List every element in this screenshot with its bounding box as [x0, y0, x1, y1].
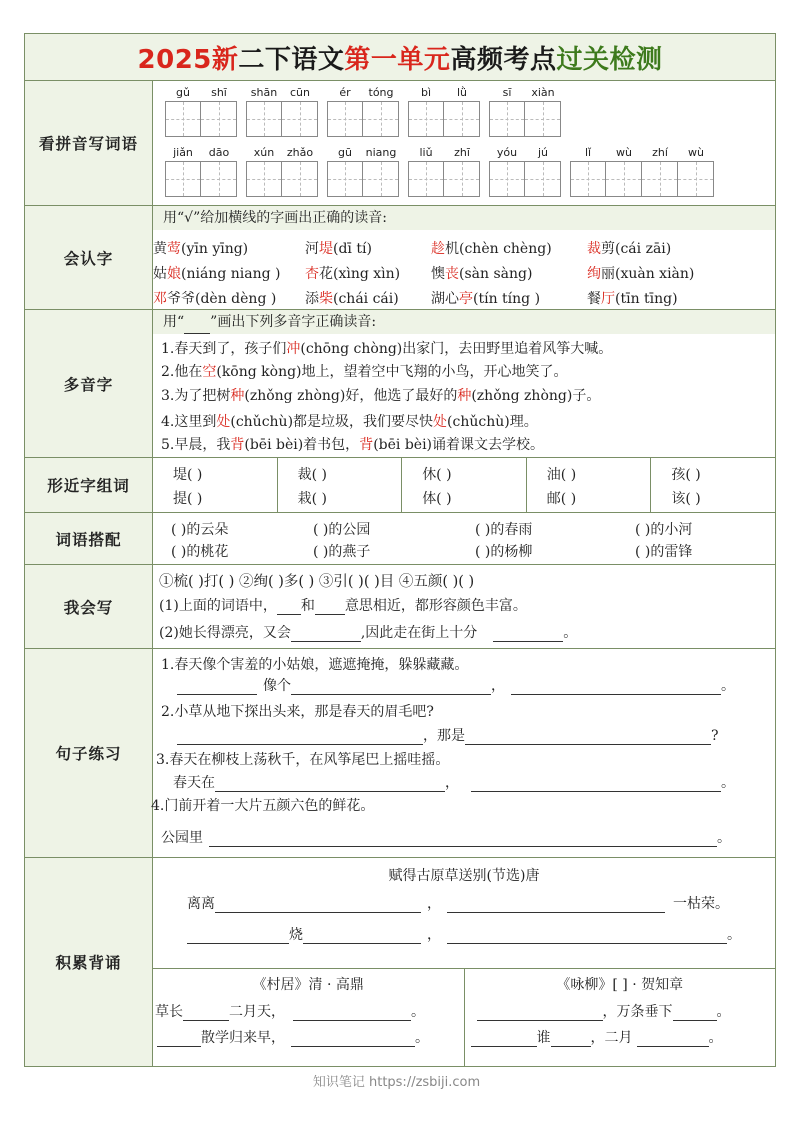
pinyin-row	[165, 145, 723, 197]
sentence-1: 1.春天像个害羞的小姑娘，遮遮掩掩，躲躲藏藏。	[161, 657, 469, 673]
similar-cell	[402, 458, 527, 512]
tianzige-box[interactable]	[525, 161, 561, 197]
section-recite	[25, 858, 775, 1066]
tianzige-box[interactable]	[165, 161, 201, 197]
pinyin-syllable: gū	[338, 146, 352, 159]
tianzige-box[interactable]	[570, 161, 606, 197]
blank[interactable]	[183, 1007, 229, 1021]
tianzige-boxes	[327, 161, 399, 197]
sentence-2: 2.小草从地下探出头来，那是春天的眉毛吧?	[161, 704, 434, 720]
similar-item[interactable]: 该( )	[671, 491, 701, 507]
section-pinyin	[25, 81, 775, 206]
write-line-2: (1)上面的词语中， 和 意思相近，都形容颜色丰富。	[159, 598, 527, 614]
tianzige-box[interactable]	[489, 101, 525, 137]
tianzige-boxes	[570, 161, 714, 197]
tianzige-box[interactable]	[246, 161, 282, 197]
recite-content	[153, 858, 775, 1066]
pinyin-word	[570, 145, 714, 197]
footer-watermark: 知识笔记 https://zsbiji.com	[312, 1075, 481, 1090]
polyphone-sentence-5: 5.早晨，我背(bēi bèi)着书包，背(bēi bèi)诵着课文去学校。	[161, 437, 545, 453]
pinyin-word	[327, 85, 399, 137]
similar-item[interactable]: 油( )	[546, 467, 577, 483]
match-content	[153, 513, 775, 564]
blank[interactable]	[465, 731, 711, 745]
match-item[interactable]: ( )的杨柳	[475, 544, 533, 560]
tianzige-box[interactable]	[282, 161, 318, 197]
pinyin-syllable: gǔ	[176, 86, 190, 99]
pinyin-word	[408, 145, 480, 197]
match-item[interactable]: ( )的雷锋	[635, 544, 693, 560]
section-label: 看拼音写词语	[25, 81, 153, 205]
section-label: 积累背诵	[25, 858, 153, 1066]
pinyin-labels	[246, 145, 318, 161]
section-label: 形近字组词	[25, 458, 153, 512]
tianzige-box[interactable]	[363, 101, 399, 137]
pinyin-word	[327, 145, 399, 197]
tianzige-boxes	[165, 101, 237, 137]
blank[interactable]	[303, 930, 421, 944]
tianzige-boxes	[408, 161, 480, 197]
tianzige-box[interactable]	[201, 101, 237, 137]
pinyin-syllable: shī	[211, 86, 227, 99]
blank[interactable]	[637, 1033, 709, 1047]
tianzige-box[interactable]	[246, 101, 282, 137]
tianzige-box[interactable]	[201, 161, 237, 197]
pinyin-syllable: jú	[537, 146, 549, 159]
similar-item[interactable]: 孩( )	[671, 467, 701, 483]
recognize-item: 湖心亭(tín tíng )	[431, 291, 541, 307]
recognize-item: 绚丽(xuàn xiàn)	[587, 266, 695, 282]
tianzige-box[interactable]	[525, 101, 561, 137]
blank[interactable]	[291, 628, 361, 642]
poem-line-2: 烧 ， 。	[187, 924, 741, 944]
blank[interactable]	[447, 899, 665, 913]
polyphone-sentence-2: 2.他在空(kōng kòng)地上，望着空中飞翔的小鸟，开心地笑了。	[161, 364, 568, 380]
match-item[interactable]: ( )的桃花	[171, 544, 229, 560]
worksheet	[24, 33, 776, 1067]
pinyin-syllable: ér	[339, 86, 351, 99]
pinyin-syllable: niang	[365, 146, 397, 159]
pinyin-syllable: zhǎo	[286, 146, 314, 159]
section-match	[25, 513, 775, 565]
pinyin-labels	[489, 85, 561, 101]
sentence-3-answer: 春天在 ， 。	[173, 775, 735, 791]
poem-yongliu-line-1: ，万条垂下 。	[477, 1001, 731, 1021]
pinyin-syllable: xún	[253, 146, 275, 159]
pinyin-syllable: liǔ	[419, 146, 433, 159]
match-item[interactable]: ( )的云朵	[171, 522, 229, 538]
pinyin-word	[246, 85, 318, 137]
tianzige-box[interactable]	[678, 161, 714, 197]
sentence-3: 3.春天在柳枝上荡秋千，在风筝尾巴上摇哇摇。	[156, 752, 450, 768]
pinyin-syllable: jiǎn	[173, 146, 193, 159]
pinyin-word	[246, 145, 318, 197]
section-label: 词语搭配	[25, 513, 153, 564]
blank[interactable]	[177, 731, 423, 745]
worksheet-title: 2025新 二下语文 第一单元 高频考点 过关检测	[25, 34, 775, 81]
section-label: 我会写	[25, 565, 153, 648]
pinyin-syllable: sī	[502, 86, 512, 99]
pinyin-syllable: yóu	[496, 146, 518, 159]
blank[interactable]	[215, 899, 421, 913]
section-label: 会认字	[25, 206, 153, 309]
recognize-item: 河堤(dī tí)	[305, 241, 372, 257]
tianzige-boxes	[165, 161, 237, 197]
tianzige-box[interactable]	[327, 101, 363, 137]
similar-cell	[278, 458, 403, 512]
underline-sample	[184, 320, 210, 334]
pinyin-syllable: cūn	[290, 86, 310, 99]
recognize-content	[153, 206, 775, 309]
pinyin-word	[489, 85, 561, 137]
tianzige-box[interactable]	[408, 161, 444, 197]
recognize-item: 姑娘(niáng niang )	[153, 266, 281, 282]
tianzige-box[interactable]	[444, 101, 480, 137]
tianzige-box[interactable]	[606, 161, 642, 197]
section-write	[25, 565, 775, 649]
tianzige-box[interactable]	[363, 161, 399, 197]
poem-cunju	[153, 969, 465, 1066]
similar-content	[153, 458, 775, 512]
blank[interactable]	[291, 681, 491, 695]
recognize-item: 裁剪(cái zāi)	[587, 241, 672, 257]
match-item[interactable]: ( )的小河	[635, 522, 693, 538]
pinyin-syllable: zhī	[454, 146, 470, 159]
blank[interactable]	[673, 1007, 717, 1021]
pinyin-labels	[570, 145, 714, 161]
recognize-item: 杏花(xìng xìn)	[305, 266, 401, 282]
tianzige-boxes	[327, 101, 399, 137]
pinyin-word	[408, 85, 480, 137]
poem-line-1: 离离 ， 一枯荣。	[187, 896, 729, 912]
section-label: 多音字	[25, 310, 153, 457]
pinyin-labels	[246, 85, 318, 101]
section-sentence	[25, 649, 775, 858]
similar-cell	[527, 458, 652, 512]
blank[interactable]	[315, 601, 345, 615]
similar-item[interactable]: 体( )	[422, 491, 452, 507]
pinyin-labels	[408, 145, 480, 161]
blank[interactable]	[157, 1033, 201, 1047]
recognize-item: 餐厅(tīn tīng)	[587, 291, 678, 307]
blank[interactable]	[447, 930, 727, 944]
pinyin-syllable: bì	[420, 86, 432, 99]
section-similar	[25, 458, 775, 513]
pinyin-syllable: xiàn	[531, 86, 555, 99]
similar-item[interactable]: 邮( )	[546, 491, 577, 507]
similar-cell	[153, 458, 278, 512]
tianzige-box[interactable]	[489, 161, 525, 197]
pinyin-labels	[489, 145, 561, 161]
tianzige-box[interactable]	[408, 101, 444, 137]
write-content	[153, 565, 775, 648]
poem-cunju-title: 《村居》清 · 高鼎	[252, 977, 364, 993]
polyphone-sentence-1: 1.春天到了，孩子们冲(chōng chòng)出家门，去田野里追着风筝大喊。	[161, 341, 613, 357]
pinyin-content	[153, 81, 775, 205]
pinyin-syllable: wù	[616, 146, 632, 159]
sentence-4: 4.门前开着一大片五颜六色的鲜花。	[151, 798, 375, 814]
recognize-instruction: 用“√”给加横线的字画出正确的读音:	[153, 206, 775, 230]
pinyin-row	[165, 85, 570, 137]
similar-item[interactable]: 休( )	[422, 467, 452, 483]
pinyin-labels	[327, 145, 399, 161]
section-label: 句子练习	[25, 649, 153, 857]
pinyin-labels	[165, 145, 237, 161]
sentence-1-answer: 像个 ， 。	[177, 675, 735, 695]
blank[interactable]	[215, 778, 445, 792]
poem-yongliu-line-2: 谁 ，二月 。	[471, 1027, 723, 1047]
similar-item[interactable]: 栽( )	[297, 491, 327, 507]
blank[interactable]	[511, 681, 721, 695]
section-polyphone	[25, 310, 775, 458]
match-item[interactable]: ( )的公园	[313, 522, 371, 538]
write-line-3: (2)她长得漂亮，又会 ,因此走在街上十分 。	[159, 625, 578, 641]
section-recognize	[25, 206, 775, 310]
tianzige-boxes	[408, 101, 480, 137]
polyphone-sentence-4: 4.这里到处(chǔchù)都是垃圾，我们要尽快处(chǔchù)理。	[161, 414, 538, 430]
blank[interactable]	[551, 1033, 591, 1047]
recognize-item: 懊丧(sàn sàng)	[431, 266, 533, 282]
pinyin-syllable: dāo	[208, 146, 230, 159]
pinyin-syllable: lǜ	[456, 86, 468, 99]
match-item[interactable]: ( )的燕子	[313, 544, 371, 560]
blank[interactable]	[187, 930, 289, 944]
pinyin-syllable: zhí	[652, 146, 668, 159]
pinyin-syllable: wù	[688, 146, 704, 159]
blank[interactable]	[471, 778, 721, 792]
similar-item[interactable]: 堤( )	[173, 467, 203, 483]
polyphone-sentence-3: 3.为了把树种(zhǒng zhòng)好，他选了最好的种(zhǒng zhòng)子。	[161, 388, 601, 404]
pinyin-syllable: tóng	[368, 86, 394, 99]
recognize-item: 黄莺(yīn yīng)	[153, 241, 249, 257]
tianzige-box[interactable]	[282, 101, 318, 137]
pinyin-word	[489, 145, 561, 197]
pinyin-syllable: shān	[250, 86, 278, 99]
tianzige-boxes	[489, 161, 561, 197]
write-line-1: ①梳( )打( ) ②绚( )多( ) ③引( )( )目 ④五颜( )( )	[159, 574, 475, 590]
blank[interactable]	[291, 1033, 415, 1047]
similar-item[interactable]: 提( )	[173, 491, 203, 507]
pinyin-labels	[327, 85, 399, 101]
poem-title: 赋得古原草送别(节选)唐	[388, 868, 540, 884]
blank[interactable]	[209, 833, 717, 847]
similar-cell	[651, 458, 775, 512]
poem-cunju-line-1: 草长 二月天， 。	[155, 1004, 425, 1020]
similar-item[interactable]: 裁( )	[297, 467, 327, 483]
pinyin-syllable: lǐ	[584, 146, 592, 159]
tianzige-boxes	[489, 101, 561, 137]
poem-yongliu-title: 《咏柳》[ ] · 贺知章	[556, 977, 684, 993]
blank[interactable]	[471, 1033, 537, 1047]
pinyin-labels	[165, 85, 237, 101]
poem-cunju-line-2: 散学归来早， 。	[157, 1027, 429, 1047]
tianzige-boxes	[246, 161, 318, 197]
blank[interactable]	[493, 628, 563, 642]
sentence-2-answer: ，那是 ?	[177, 725, 719, 745]
recognize-item: 邓爷爷(dèn dèng )	[153, 291, 277, 307]
pinyin-labels	[408, 85, 480, 101]
blank[interactable]	[177, 681, 257, 695]
sentence-content	[153, 649, 775, 857]
recognize-item: 添柴(chái cái)	[305, 291, 399, 307]
tianzige-boxes	[246, 101, 318, 137]
pinyin-word	[165, 145, 237, 197]
tianzige-box[interactable]	[444, 161, 480, 197]
blank[interactable]	[293, 1007, 411, 1021]
polyphone-content	[153, 310, 775, 457]
tianzige-box[interactable]	[165, 101, 201, 137]
match-item[interactable]: ( )的春雨	[475, 522, 533, 538]
pinyin-word	[165, 85, 237, 137]
recognize-item: 趁机(chèn chèng)	[431, 241, 552, 257]
sentence-4-answer: 公园里 。	[161, 830, 731, 846]
polyphone-instruction: 用“ ”画出下列多音字正确读音:	[153, 310, 775, 334]
tianzige-box[interactable]	[327, 161, 363, 197]
poem-yongliu	[465, 969, 776, 1066]
poem-split	[153, 968, 775, 1066]
similar-grid	[153, 458, 775, 512]
blank[interactable]	[277, 601, 301, 615]
tianzige-box[interactable]	[642, 161, 678, 197]
blank[interactable]	[477, 1007, 603, 1021]
